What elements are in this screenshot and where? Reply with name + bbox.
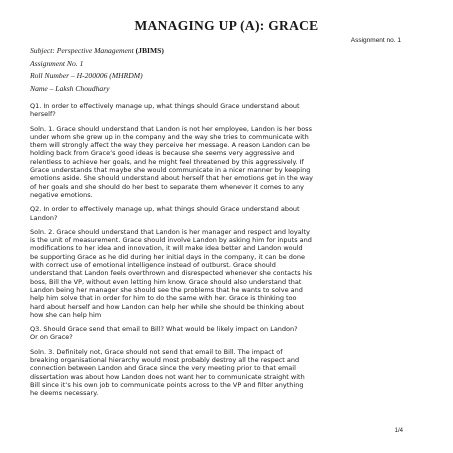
- assignment-tag: Assignment no. 1: [350, 37, 401, 44]
- document-body: [30, 102, 428, 404]
- meta-block: [30, 47, 430, 97]
- text-line: Or on Grace?: [30, 333, 73, 342]
- text-line: how she can help him: [30, 310, 102, 319]
- answer-paragraph: [30, 228, 428, 319]
- text-line: Soln. 3. Definitely not, Grace should not send that email to Bill. The impact of: [30, 347, 283, 356]
- text-line: Q2. In order to effectively manage up, what things should Grace understand about: [30, 205, 300, 214]
- text-line: Landon being her manager she should see the problems that he wants to solve and: [30, 285, 303, 294]
- document-title: MANAGING UP (A): GRACE: [134, 18, 319, 33]
- text-line: holding back from Grace’s good ideas is because she seems very aggressive and: [30, 149, 295, 158]
- text-line: Grace understands that maybe she would communicate in a nicer manner by keeping: [30, 166, 311, 175]
- answer-paragraph: [30, 125, 428, 200]
- text-line: he deems necessary.: [30, 389, 99, 398]
- text-line: be supporting Grace as he did during her initial days in the company, it can be done: [30, 252, 305, 261]
- text-line: relentless to achieve her goals, and he might feel threatened by this aggressively. If: [30, 157, 304, 166]
- text-line: herself?: [30, 110, 56, 119]
- subject-label: Subject: Perspective Management: [30, 46, 136, 55]
- question-paragraph: [30, 205, 428, 222]
- text-line: help him solve that in order for him to do the same with her. Grace is thinking too: [30, 294, 297, 303]
- question-paragraph: [30, 102, 428, 119]
- text-line: breaking organisational hierarchy would most probably destroy all the respect and: [30, 356, 300, 365]
- text-line: Landon?: [30, 213, 58, 222]
- text-line: is the unit of measurement. Grace should involve Landon by asking him for inputs and: [30, 236, 312, 245]
- page-number: 1/4: [394, 428, 403, 434]
- text-line: negative emotions.: [30, 190, 93, 199]
- text-line: Q3. Should Grace send that email to Bill? What would be likely impact on Landon?: [30, 325, 298, 334]
- text-line: Bill since it’s his own job to communicate points across to the VP and filter anything: [30, 380, 304, 389]
- text-line: connection between Landon and Grace since the very meeting prior to that email: [30, 364, 296, 373]
- text-line: hard about herself and how Landon can help her while she should be thinking about: [30, 302, 305, 311]
- text-line: Soln. 1. Grace should understand that Landon is not her employee, Landon is her boss: [30, 124, 312, 133]
- text-line: dissertation was about how Landon does not want her to communicate straight with: [30, 372, 305, 381]
- text-line: Soln. 2. Grace should understand that Landon is her manager and respect and loyalty: [30, 227, 310, 236]
- text-line: under whom she grew up in the company and the way she tries to communicate with: [30, 132, 309, 141]
- text-line: them will strongly affect the way they perceive her message. A reason Landon can be: [30, 141, 311, 150]
- roll-number-line: Roll Number – H-200006 (MHRDM): [30, 71, 143, 81]
- text-line: boss, Bill the VP, without even letting him know. Grace should also understand that: [30, 277, 302, 286]
- name-line: Name – Laksh Choudhary: [30, 83, 110, 93]
- text-line: Q1. In order to effectively manage up, what things should Grace understand about: [30, 102, 300, 110]
- text-line: with correct use of emotional intelligence instead of outburst. Grace should: [30, 261, 276, 270]
- text-line: understand that Landon feels overthrown and disrespected whenever she contacts his: [30, 269, 313, 278]
- subject-line: [30, 47, 430, 55]
- question-paragraph: [30, 325, 428, 342]
- text-line: of her goals and she should do her best to separate them whenever it comes to any: [30, 182, 305, 191]
- text-line: modifications to her idea and innovation, it will make idea better and Landon would: [30, 244, 303, 253]
- text-line: emotions aside. She should understand about herself that her emotions get in the way: [30, 174, 313, 183]
- assignment-line: Assignment No. 1: [30, 58, 84, 68]
- subject-code: (JBIMS): [135, 46, 164, 55]
- answer-paragraph: [30, 348, 428, 398]
